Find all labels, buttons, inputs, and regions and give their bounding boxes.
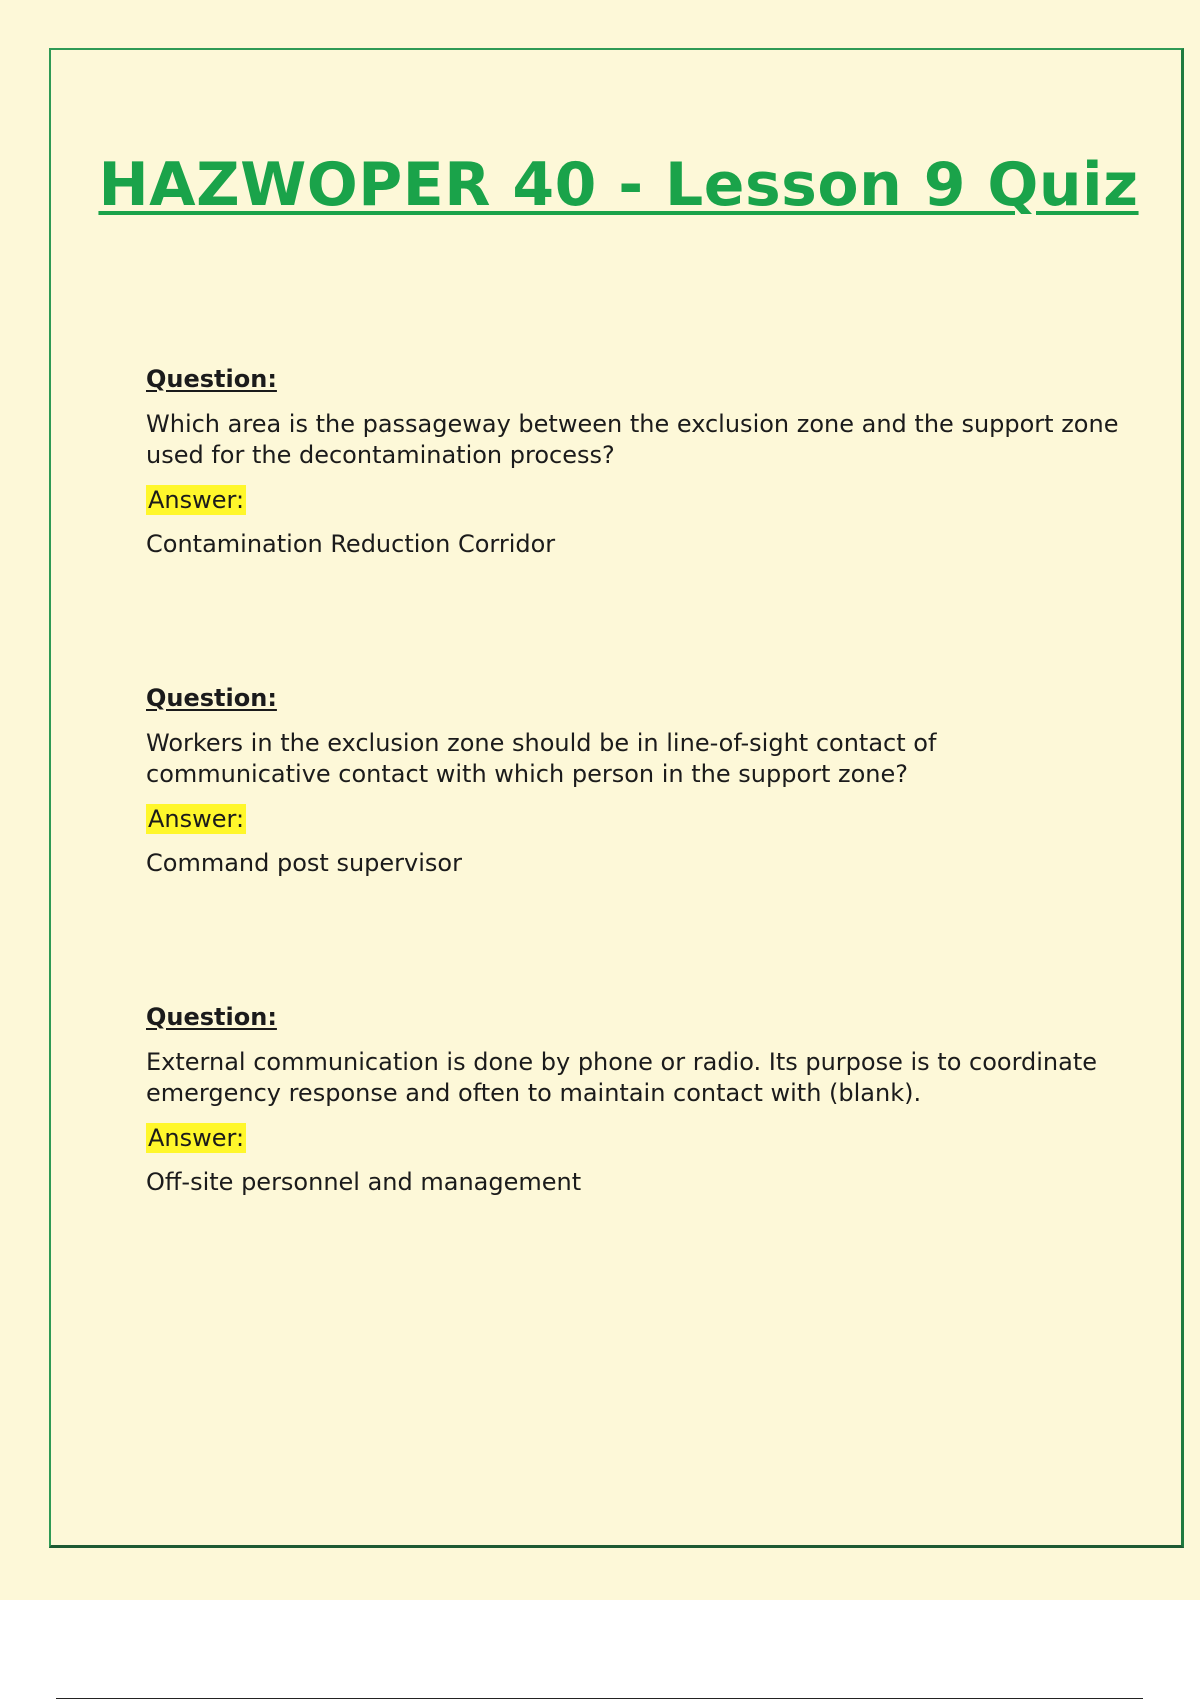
qa-block-2 [146, 682, 1126, 878]
answer-label: Answer: [148, 1124, 245, 1152]
answer-text: Contamination Reduction Corridor [146, 530, 556, 558]
quiz-frame [49, 48, 1184, 1548]
question-label: Question: [146, 1003, 277, 1031]
qa-block-1 [146, 363, 1126, 559]
question-text: Workers in the exclusion zone should be in line-of-sight contact of communicative contact with which person in the support zone? [146, 729, 937, 788]
qa-block-3 [146, 1001, 1126, 1197]
answer-label: Answer: [148, 805, 245, 833]
answer-text: Off-site personnel and management [146, 1168, 582, 1196]
answer-label: Answer: [148, 486, 245, 514]
question-text: Which area is the passageway between the exclusion zone and the support zone used for the decontamination process? [146, 410, 1119, 469]
answer-text: Command post supervisor [146, 849, 462, 877]
question-text: External communication is done by phone or radio. Its purpose is to coordinate emergency response and often to maintain contact with (blank). [146, 1048, 1098, 1107]
question-label: Question: [146, 684, 277, 712]
question-label: Question: [146, 365, 277, 393]
page-title: HAZWOPER 40 - Lesson 9 Quiz [98, 150, 1139, 220]
footer-rule [56, 1698, 1143, 1699]
